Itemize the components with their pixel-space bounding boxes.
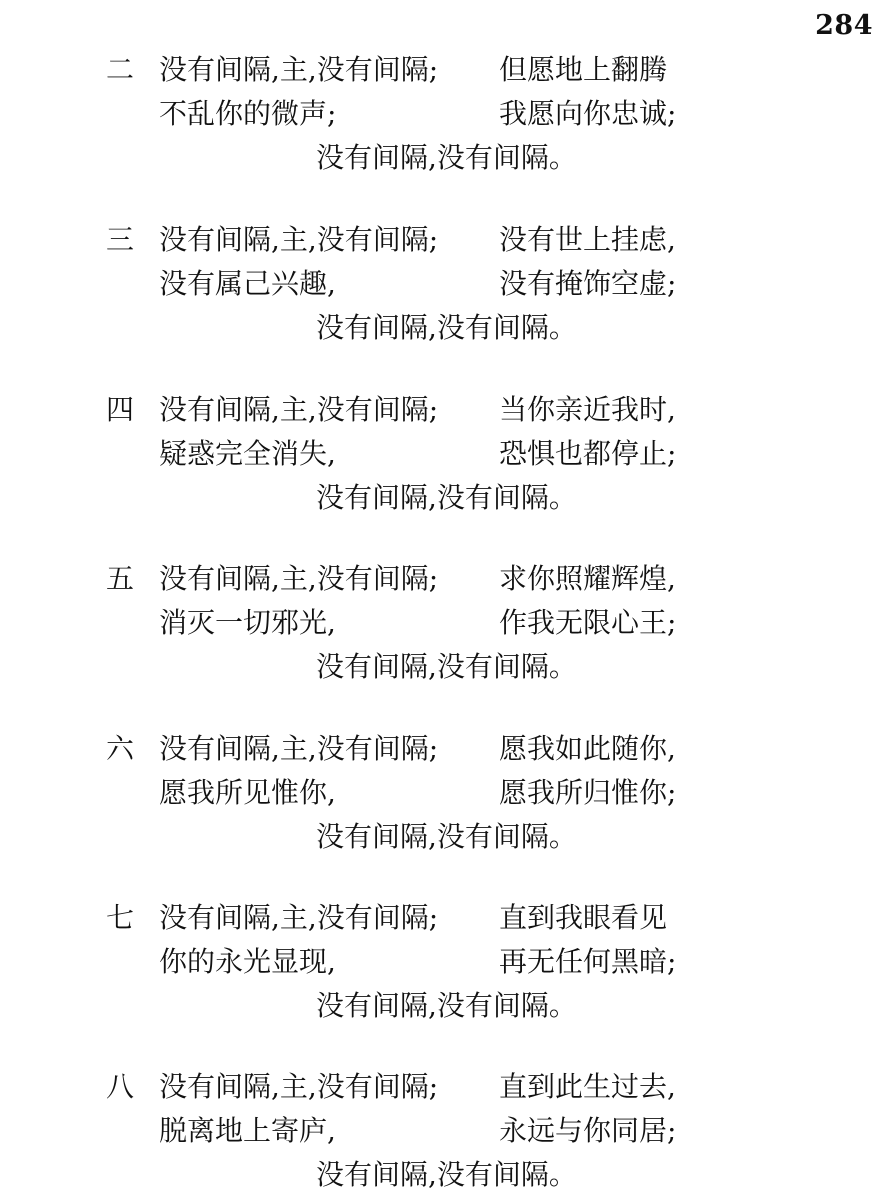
stanza-refrain: 没有间隔,没有间隔。 — [316, 311, 577, 344]
stanza-line1-right: 求你照耀辉煌, — [499, 562, 676, 595]
stanza-line1-left: 没有间隔,主,没有间隔; — [159, 1070, 439, 1103]
stanza-line1-left: 没有间隔,主,没有间隔; — [159, 901, 439, 934]
stanza-line2-right: 没有掩饰空虚; — [499, 267, 677, 300]
stanza-line1-left: 没有间隔,主,没有间隔; — [159, 562, 439, 595]
stanza-6 — [0, 732, 885, 852]
stanza-line1-right: 但愿地上翻腾 — [499, 53, 668, 86]
stanza-refrain: 没有间隔,没有间隔。 — [316, 820, 577, 853]
page-number: 284 — [815, 10, 873, 41]
stanza-line1-left: 没有间隔,主,没有间隔; — [159, 732, 439, 765]
stanza-line1-right: 直到我眼看见 — [499, 901, 668, 934]
stanza-line2-right: 永远与你同居; — [499, 1114, 677, 1147]
stanza-line2-right: 我愿向你忠诚; — [499, 97, 677, 130]
stanza-number: 四 — [106, 393, 135, 426]
stanza-2 — [0, 53, 885, 173]
stanza-line1-right: 愿我如此随你, — [499, 732, 676, 765]
stanza-4 — [0, 393, 885, 513]
stanza-refrain: 没有间隔,没有间隔。 — [316, 141, 577, 174]
stanza-line1-right: 直到此生过去, — [499, 1070, 676, 1103]
stanza-line1-left: 没有间隔,主,没有间隔; — [159, 393, 439, 426]
stanza-number: 三 — [106, 223, 135, 256]
stanza-3 — [0, 223, 885, 343]
stanza-line2-right: 恐惧也都停止; — [499, 437, 677, 470]
stanza-line2-left: 疑惑完全消失, — [159, 437, 336, 470]
stanza-line2-left: 不乱你的微声; — [159, 97, 337, 130]
stanza-number: 五 — [106, 562, 135, 595]
stanza-line2-right: 愿我所归惟你; — [499, 776, 677, 809]
stanza-5 — [0, 562, 885, 682]
stanza-refrain: 没有间隔,没有间隔。 — [316, 1158, 577, 1191]
stanza-refrain: 没有间隔,没有间隔。 — [316, 989, 577, 1022]
stanza-line1-left: 没有间隔,主,没有间隔; — [159, 53, 439, 86]
stanza-line1-right: 没有世上挂虑, — [499, 223, 676, 256]
stanza-line2-left: 你的永光显现, — [159, 945, 336, 978]
stanza-line2-left: 愿我所见惟你, — [159, 776, 336, 809]
stanza-line2-left: 脱离地上寄庐, — [159, 1114, 336, 1147]
stanza-line2-right: 作我无限心王; — [499, 606, 677, 639]
stanza-line2-left: 没有属己兴趣, — [159, 267, 336, 300]
stanza-8 — [0, 1070, 885, 1190]
stanza-line1-right: 当你亲近我时, — [499, 393, 676, 426]
stanza-refrain: 没有间隔,没有间隔。 — [316, 481, 577, 514]
stanza-refrain: 没有间隔,没有间隔。 — [316, 650, 577, 683]
stanza-number: 七 — [106, 901, 135, 934]
stanza-line1-left: 没有间隔,主,没有间隔; — [159, 223, 439, 256]
stanza-7 — [0, 901, 885, 1021]
stanza-number: 八 — [106, 1070, 135, 1103]
stanza-line2-right: 再无任何黑暗; — [499, 945, 677, 978]
stanza-number: 二 — [106, 53, 135, 86]
stanza-line2-left: 消灭一切邪光, — [159, 606, 336, 639]
stanza-number: 六 — [106, 732, 135, 765]
